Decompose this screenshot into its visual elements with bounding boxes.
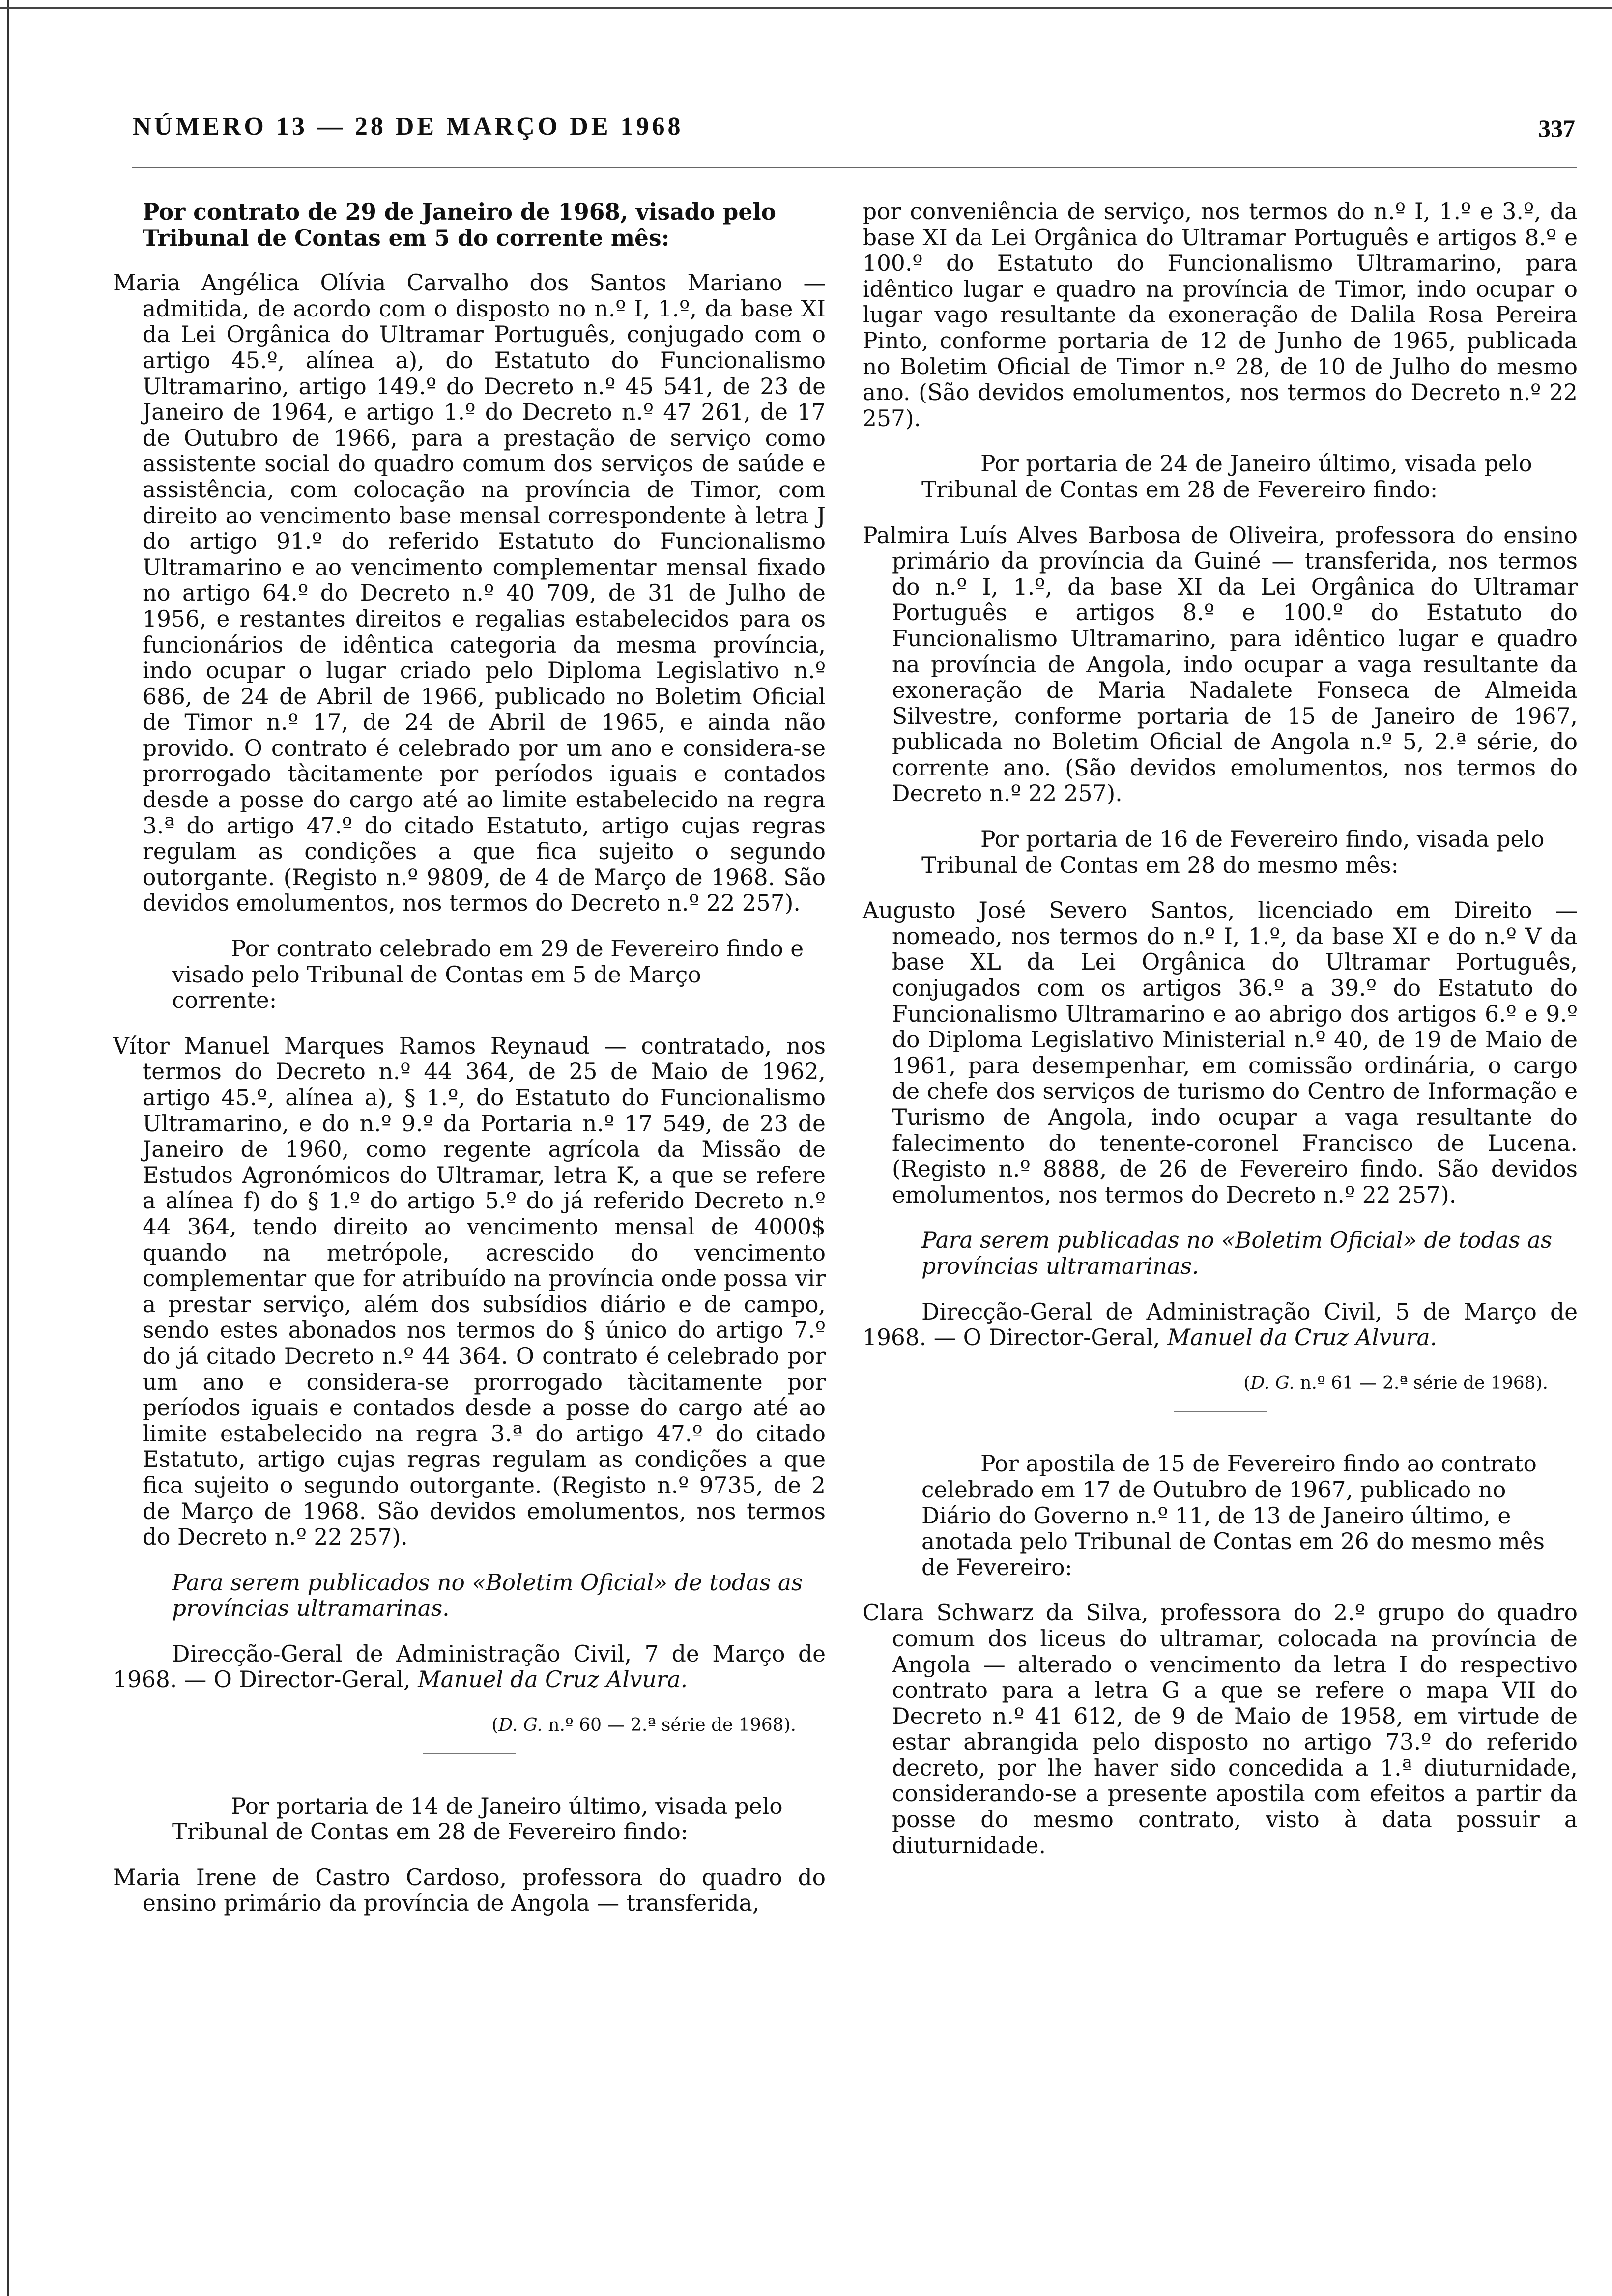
continued-entry: por conveniência de serviço, nos termos do n.º I, 1.º e 3.º, da base XI da Lei Orgânica do Ultramar Português e artigos 8.º e 100.º do Estatuto do Funcionalismo Ultramarino, para idêntico lugar e quadro na província de Timor, indo ocupar o lugar vago resultante da exoneração de Dalila Rosa Pereira Pinto, conforme portaria de 12 de Junho de 1965, publicada no Boletim Oficial de Timor n.º 28, de 10 de Julho do mesmo ano. (São devidos emolumentos, nos termos do Decreto n.º 22 257). <box>863 199 1578 431</box>
gazette-reference <box>863 1371 1578 1397</box>
appointment-entry: Augusto José Severo Santos, licenciado em Direito — nomeado, nos termos do n.º I, 1.º, da base XI e do n.º V da base XL da Lei Orgânica do Ultramar Português, conjugados com os artigos 36.º a 39.º do Estatuto do Funcionalismo Ultramarino e ao abrigo dos artigos 6.º e 9.º do Diploma Legislativo Ministerial n.º 40, de 19 de Maio de 1961, para desempenhar, em comissão ordinária, o cargo de chefe dos serviços de turismo do Centro de Informação e Turismo de Angola, indo ocupar a vaga resultante do falecimento do tenente-coronel Francisco de Lucena. (Registo n.º 8888, de 26 de Fevereiro findo. São devidos emolumentos, nos termos do Decreto n.º 22 257). <box>863 897 1578 1208</box>
intro-paragraph: Por portaria de 14 de Janeiro último, visada pelo Tribunal de Contas em 28 de Fevereiro findo: <box>172 1793 783 1845</box>
section-divider <box>423 1753 516 1754</box>
page-header <box>133 112 1575 146</box>
right-column <box>863 199 1578 1878</box>
left-column <box>113 199 826 1936</box>
header-title: NÚMERO 13 — 28 DE MARÇO DE 1968 <box>133 113 684 141</box>
appointment-entry: Vítor Manuel Marques Ramos Reynaud — contratado, nos termos do Decreto n.º 44 364, de 25 de Maio de 1962, artigo 45.º, alínea a), § 1.º, do Estatuto do Funcionalismo Ultramarino, e do n.º 9.º da Portaria n.º 17 549, de 23 de Janeiro de 1960, como regente agrícola da Missão de Estudos Agronómicos do Ultramar, letra K, a que se refere a alínea f) do § 1.º do artigo 5.º do já referido Decreto n.º 44 364, tendo direito ao vencimento mensal de 4000$ quando na metrópole, acrescido do vencimento complementar que for atribuído na província onde possa vir a prestar serviço, além dos subsídios diário e de campo, sendo estes abonados nos termos do § único do artigo 7.º do já citado Decreto n.º 44 364. O contrato é celebrado por um ano e considera-se prorrogado tàcitamente por períodos iguais e contados desde a posse do cargo até ao limite estabelecido na regra 3.ª do artigo 47.º do citado Estatuto, artigo cujas regras regulam as condições a que fica sujeito o segundo outorgante. (Registo n.º 9735, de 2 de Março de 1968. São devidos emolumentos, nos termos do Decreto n.º 22 257). <box>113 1033 826 1550</box>
intro-paragraph: Por contrato celebrado em 29 de Fevereiro findo e visado pelo Tribunal de Contas em 5 de Março corrente: <box>172 936 804 1014</box>
intro-paragraph: Por contrato de 29 de Janeiro de 1968, visado pelo Tribunal de Contas em 5 do corrente mês: <box>143 199 776 251</box>
intro-paragraph: Por portaria de 24 de Janeiro último, visada pelo Tribunal de Contas em 28 de Fevereiro findo: <box>921 451 1532 503</box>
appointment-entry: Maria Irene de Castro Cardoso, professora do quadro do ensino primário da província de Angola — transferida, <box>113 1864 826 1917</box>
header-rule <box>132 167 1577 168</box>
ref-series: n.º 61 — 2.ª série de 1968). <box>1294 1373 1548 1393</box>
signature-block <box>113 1641 826 1693</box>
scan-border-top <box>0 7 1612 9</box>
publication-note: Para serem publicadas no «Boletim Oficial» de todas as províncias ultramarinas. <box>921 1227 1553 1279</box>
scan-border-left <box>7 0 9 2296</box>
appointment-entry: Palmira Luís Alves Barbosa de Oliveira, professora do ensino primário da província da Guiné — transferida, nos termos do n.º I, 1.º, da base XI da Lei Orgânica do Ultramar Português e artigos 8.º e 100.º do Estatuto do Funcionalismo Ultramarino, para idêntico lugar e quadro na província de Angola, indo ocupar a vaga resultante da exoneração de Maria Nadalete Fonseca de Almeida Silvestre, conforme portaria de 15 de Janeiro de 1967, publicada no Boletim Oficial de Angola n.º 5, 2.ª série, do corrente ano. (São devidos emolumentos, nos termos do Decreto n.º 22 257). <box>863 522 1578 807</box>
publication-note: Para serem publicados no «Boletim Oficial» de todas as províncias ultramarinas. <box>172 1569 803 1622</box>
signature-text: Direcção-Geral de Administração Civil, 5 de Março de 1968. — O Director-Geral, <box>863 1298 1578 1351</box>
signature-block <box>863 1299 1578 1351</box>
intro-paragraph: Por portaria de 16 de Fevereiro findo, visada pelo Tribunal de Contas em 28 do mesmo mês: <box>921 826 1545 878</box>
ref-gazette: D. G. <box>498 1715 543 1736</box>
director-name: Manuel da Cruz Alvura. <box>1167 1324 1438 1351</box>
signature-text: Direcção-Geral de Administração Civil, 7 de Março de 1968. — O Director-Geral, <box>113 1640 826 1693</box>
appointment-entry: Maria Angélica Olívia Carvalho dos Santos Mariano — admitida, de acordo com o disposto no n.º I, 1.º, da base XI da Lei Orgânica do Ultramar Português, conjugado com o artigo 45.º, alínea a), do Estatuto do Funcionalismo Ultramarino, artigo 149.º do Decreto n.º 45 541, de 23 de Janeiro de 1964, e artigo 1.º do Decreto n.º 47 261, de 17 de Outubro de 1966, para a prestação de serviço como assistente social do quadro comum dos serviços de saúde e assistência, com colocação na província de Timor, com direito ao vencimento base mensal correspondente à letra J do artigo 91.º do referido Estatuto do Funcionalismo Ultramarino e ao vencimento complementar mensal fixado no artigo 64.º do Decreto n.º 40 709, de 31 de Julho de 1956, e restantes direitos e regalias estabelecidos para os funcionários de idêntica categoria da mesma província, indo ocupar o lugar criado pelo Diploma Legislativo n.º 686, de 24 de Abril de 1966, publicado no Boletim Oficial de Timor n.º 17, de 24 de Abril de 1965, e ainda não provido. O contrato é celebrado por um ano e considera-se prorrogado tàcitamente por períodos iguais e contados desde a posse do cargo até ao limite estabelecido na regra 3.ª do artigo 47.º do citado Estatuto, artigo cujas regras regulam as condições a que fica sujeito o segundo outorgante. (Registo n.º 9809, de 4 de Março de 1968. São devidos emolumentos, nos termos do Decreto n.º 22 257). <box>113 270 826 917</box>
ref-prefix: ( <box>491 1715 499 1736</box>
intro-paragraph: Por apostila de 15 de Fevereiro findo ao contrato celebrado em 17 de Outubro de 1967, publicado no Diário do Governo n.º 11, de 13 de Janeiro último, e anotada pelo Tribunal de Contas em 26 do mesmo mês de Fevereiro: <box>921 1451 1545 1580</box>
section-divider <box>1174 1411 1267 1412</box>
page-number: 337 <box>1538 115 1575 142</box>
director-name: Manuel da Cruz Alvura. <box>418 1666 688 1693</box>
ref-gazette: D. G. <box>1250 1373 1295 1393</box>
gazette-reference <box>113 1713 826 1739</box>
appointment-entry: Clara Schwarz da Silva, professora do 2.º grupo do quadro comum dos liceus do ultramar, colocada na província de Angola — alterado o vencimento da letra I do respectivo contrato para a letra G a que se refere o mapa VII do Decreto n.º 41 612, de 9 de Maio de 1958, em virtude de estar abrangida pelo disposto no artigo 73.º do referido decreto, por lhe haver sido concedida a 1.ª diuturnidade, considerando-se a presente apostila com efeitos a partir da posse do mesmo contrato, visto à data possuir a diuturnidade. <box>863 1600 1578 1859</box>
ref-prefix: ( <box>1243 1373 1251 1393</box>
ref-series: n.º 60 — 2.ª série de 1968). <box>542 1715 796 1736</box>
